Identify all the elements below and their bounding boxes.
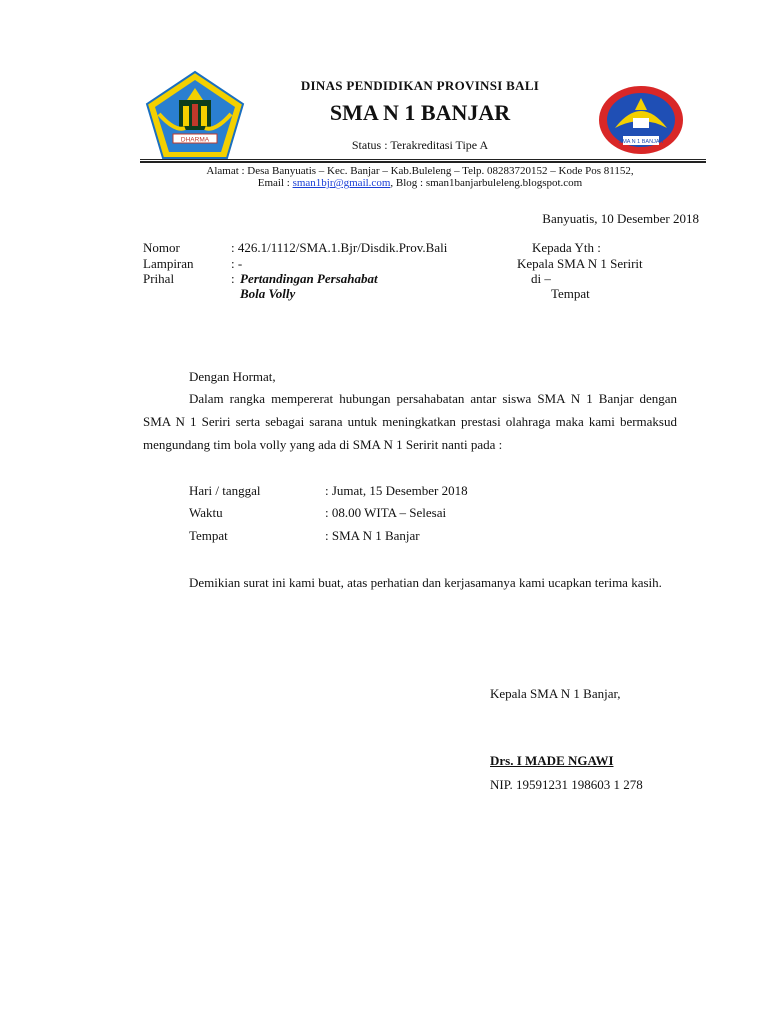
email-link[interactable]: sman1bjr@gmail.com — [292, 177, 391, 189]
detail-label-hari: Hari / tanggal — [189, 483, 261, 498]
prihal-line2: Bola Volly — [240, 286, 296, 301]
signature-nip: NIP. 19591231 198603 1 278 — [490, 777, 643, 792]
header-rule-thin — [140, 159, 706, 160]
accreditation-status: Status : Terakreditasi Tipe A — [351, 138, 489, 152]
signature-name: Drs. I MADE NGAWI — [490, 753, 614, 768]
nomor-label: Nomor — [143, 240, 180, 255]
left-logo-text: DHARMA — [180, 136, 210, 144]
detail-value-tempat: : SMA N 1 Banjar — [325, 528, 420, 543]
kepada-yth: Kepada Yth : — [532, 240, 601, 255]
nomor-value: : 426.1/1112/SMA.1.Bjr/Disdik.Prov.Bali — [231, 240, 448, 255]
right-logo-text: SMA N 1 BANJAR — [618, 139, 664, 145]
contact-line — [0, 177, 768, 189]
signature-title: Kepala SMA N 1 Banjar, — [490, 686, 621, 701]
prihal-label: Prihal — [143, 271, 175, 286]
blog-text: , Blog : sman1banjarbuleleng.blogspot.com — [390, 177, 583, 189]
address-line: Alamat : Desa Banyuatis – Kec. Banjar – Kab.Buleleng – Telp. 08283720152 – Kode Pos 81152, — [206, 165, 634, 177]
lampiran-value: : - — [231, 256, 243, 271]
recipient-di: di – — [531, 271, 551, 286]
paragraph-intro: Dalam rangka mempererat hubungan persahabatan antar siswa SMA N 1 Banjar dengan SMA N 1 Seriri serta sebagai sarana untuk meningkatkan prestasi olahraga maka kami bermaksud mengundang tim bola volly yang ada di SMA N 1 Seririt nanti pada : — [143, 391, 677, 452]
closing-paragraph: Demikian surat ini kami buat, atas perhatian dan kerjasamanya kami ucapkan terima kasih. — [189, 575, 662, 590]
prihal-line1: Pertandingan Persahabat — [240, 271, 378, 286]
prihal-colon: : — [231, 271, 235, 286]
recipient-tempat: Tempat — [551, 286, 590, 301]
school-name: SMA N 1 BANJAR — [329, 100, 511, 125]
header-rule-thick — [140, 161, 706, 163]
detail-value-waktu: : 08.00 WITA – Selesai — [325, 505, 447, 520]
greeting: Dengan Hormat, — [189, 369, 276, 384]
dinas-heading: DINAS PENDIDIKAN PROVINSI BALI — [300, 78, 540, 93]
email-prefix: Email : — [257, 177, 293, 189]
detail-value-hari: : Jumat, 15 Desember 2018 — [325, 483, 468, 498]
lampiran-label: Lampiran — [143, 256, 194, 271]
address-block — [0, 165, 768, 189]
recipient: Kepala SMA N 1 Seririt — [517, 256, 643, 271]
detail-label-waktu: Waktu — [189, 505, 223, 520]
detail-label-tempat: Tempat — [189, 528, 228, 543]
letter-date: Banyuatis, 10 Desember 2018 — [542, 211, 699, 226]
